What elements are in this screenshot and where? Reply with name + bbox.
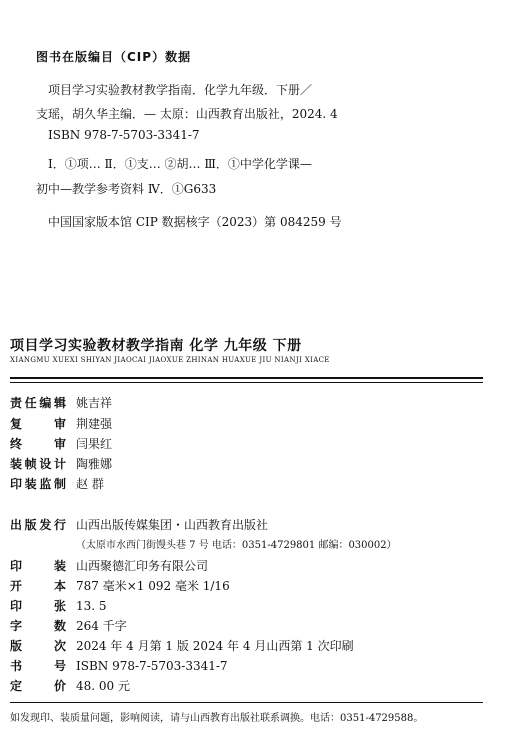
spec-label: 印张 bbox=[10, 599, 66, 613]
publisher-address: （太原市水西门街馒头巷 7 号 电话：0351-4729801 邮编：030002） bbox=[76, 540, 397, 551]
book-title: 项目学习实验教材教学指南 化学 九年级 下册 bbox=[10, 338, 302, 354]
book-pinyin: XIANGMU XUEXI SHIYAN JIAOCAI JIAOXUE ZHINAN HUAXUE JIU NIANJI XIACE bbox=[10, 356, 330, 364]
spec-label: 版次 bbox=[10, 639, 66, 653]
cip-line-2: 支瑶，胡久华主编．— 太原：山西教育出版社，2024. 4 bbox=[36, 107, 338, 121]
staff-row-final-review bbox=[10, 435, 112, 452]
spec-value: 13. 5 bbox=[76, 599, 107, 613]
staff-value: 姚吉祥 bbox=[76, 396, 113, 410]
footer-notice: 如发现印、装质量问题，影响阅读，请与山西教育出版社联系调换。电话：0351-4729588。 bbox=[10, 713, 424, 724]
publisher-row bbox=[10, 516, 268, 533]
spec-row-price bbox=[10, 677, 130, 694]
spec-row-isbn bbox=[10, 657, 228, 674]
cip-line-3: ISBN 978-7-5703-3341-7 bbox=[48, 128, 200, 142]
staff-label: 复审 bbox=[10, 417, 66, 431]
spec-value: 48. 00 元 bbox=[76, 679, 130, 693]
cip-line-5: 初中—教学参考资料 Ⅳ．①G633 bbox=[36, 182, 217, 196]
spec-value: 2024 年 4 月第 1 版 2024 年 4 月山西第 1 次印刷 bbox=[76, 639, 354, 653]
divider-thin bbox=[10, 382, 483, 383]
spec-label: 定价 bbox=[10, 679, 66, 693]
spec-value: 山西聚德汇印务有限公司 bbox=[76, 559, 209, 573]
staff-row-editor bbox=[10, 394, 112, 411]
spec-row-edition bbox=[10, 637, 354, 654]
cip-line-6: 中国国家版本馆 CIP 数据核字（2023）第 084259 号 bbox=[48, 215, 342, 229]
staff-label: 装帧设计 bbox=[10, 457, 66, 471]
spec-row-sheets bbox=[10, 597, 107, 614]
spec-row-word-count bbox=[10, 617, 127, 634]
staff-row-design bbox=[10, 455, 112, 472]
spec-value: ISBN 978-7-5703-3341-7 bbox=[76, 659, 228, 673]
spec-row-printer bbox=[10, 557, 208, 574]
staff-value: 赵 群 bbox=[76, 477, 104, 491]
staff-value: 荆建强 bbox=[76, 417, 113, 431]
publisher-label: 出版发行 bbox=[10, 518, 66, 532]
divider-thick bbox=[10, 377, 483, 379]
spec-value: 264 千字 bbox=[76, 619, 127, 633]
staff-row-print-supervisor bbox=[10, 475, 104, 492]
publisher-value: 山西出版传媒集团・山西教育出版社 bbox=[76, 518, 269, 532]
staff-label: 责任编辑 bbox=[10, 396, 66, 410]
spec-row-format bbox=[10, 577, 230, 594]
staff-value: 陶雅娜 bbox=[76, 457, 113, 471]
staff-label: 印装监制 bbox=[10, 477, 66, 491]
spec-value: 787 毫米×1 092 毫米 1/16 bbox=[76, 579, 230, 593]
spec-label: 字数 bbox=[10, 619, 66, 633]
cip-heading: 图书在版编目（CIP）数据 bbox=[36, 50, 192, 64]
spec-label: 书号 bbox=[10, 659, 66, 673]
staff-label: 终审 bbox=[10, 437, 66, 451]
staff-value: 闫果红 bbox=[76, 437, 113, 451]
cip-line-4: Ⅰ．①项… Ⅱ．①支… ②胡… Ⅲ．①中学化学课— bbox=[48, 157, 312, 171]
spec-label: 印装 bbox=[10, 559, 66, 573]
footer-divider bbox=[10, 702, 483, 703]
spec-label: 开本 bbox=[10, 579, 66, 593]
cip-line-1: 项目学习实验教材教学指南．化学九年级．下册／ bbox=[48, 83, 313, 97]
staff-row-review bbox=[10, 415, 112, 432]
